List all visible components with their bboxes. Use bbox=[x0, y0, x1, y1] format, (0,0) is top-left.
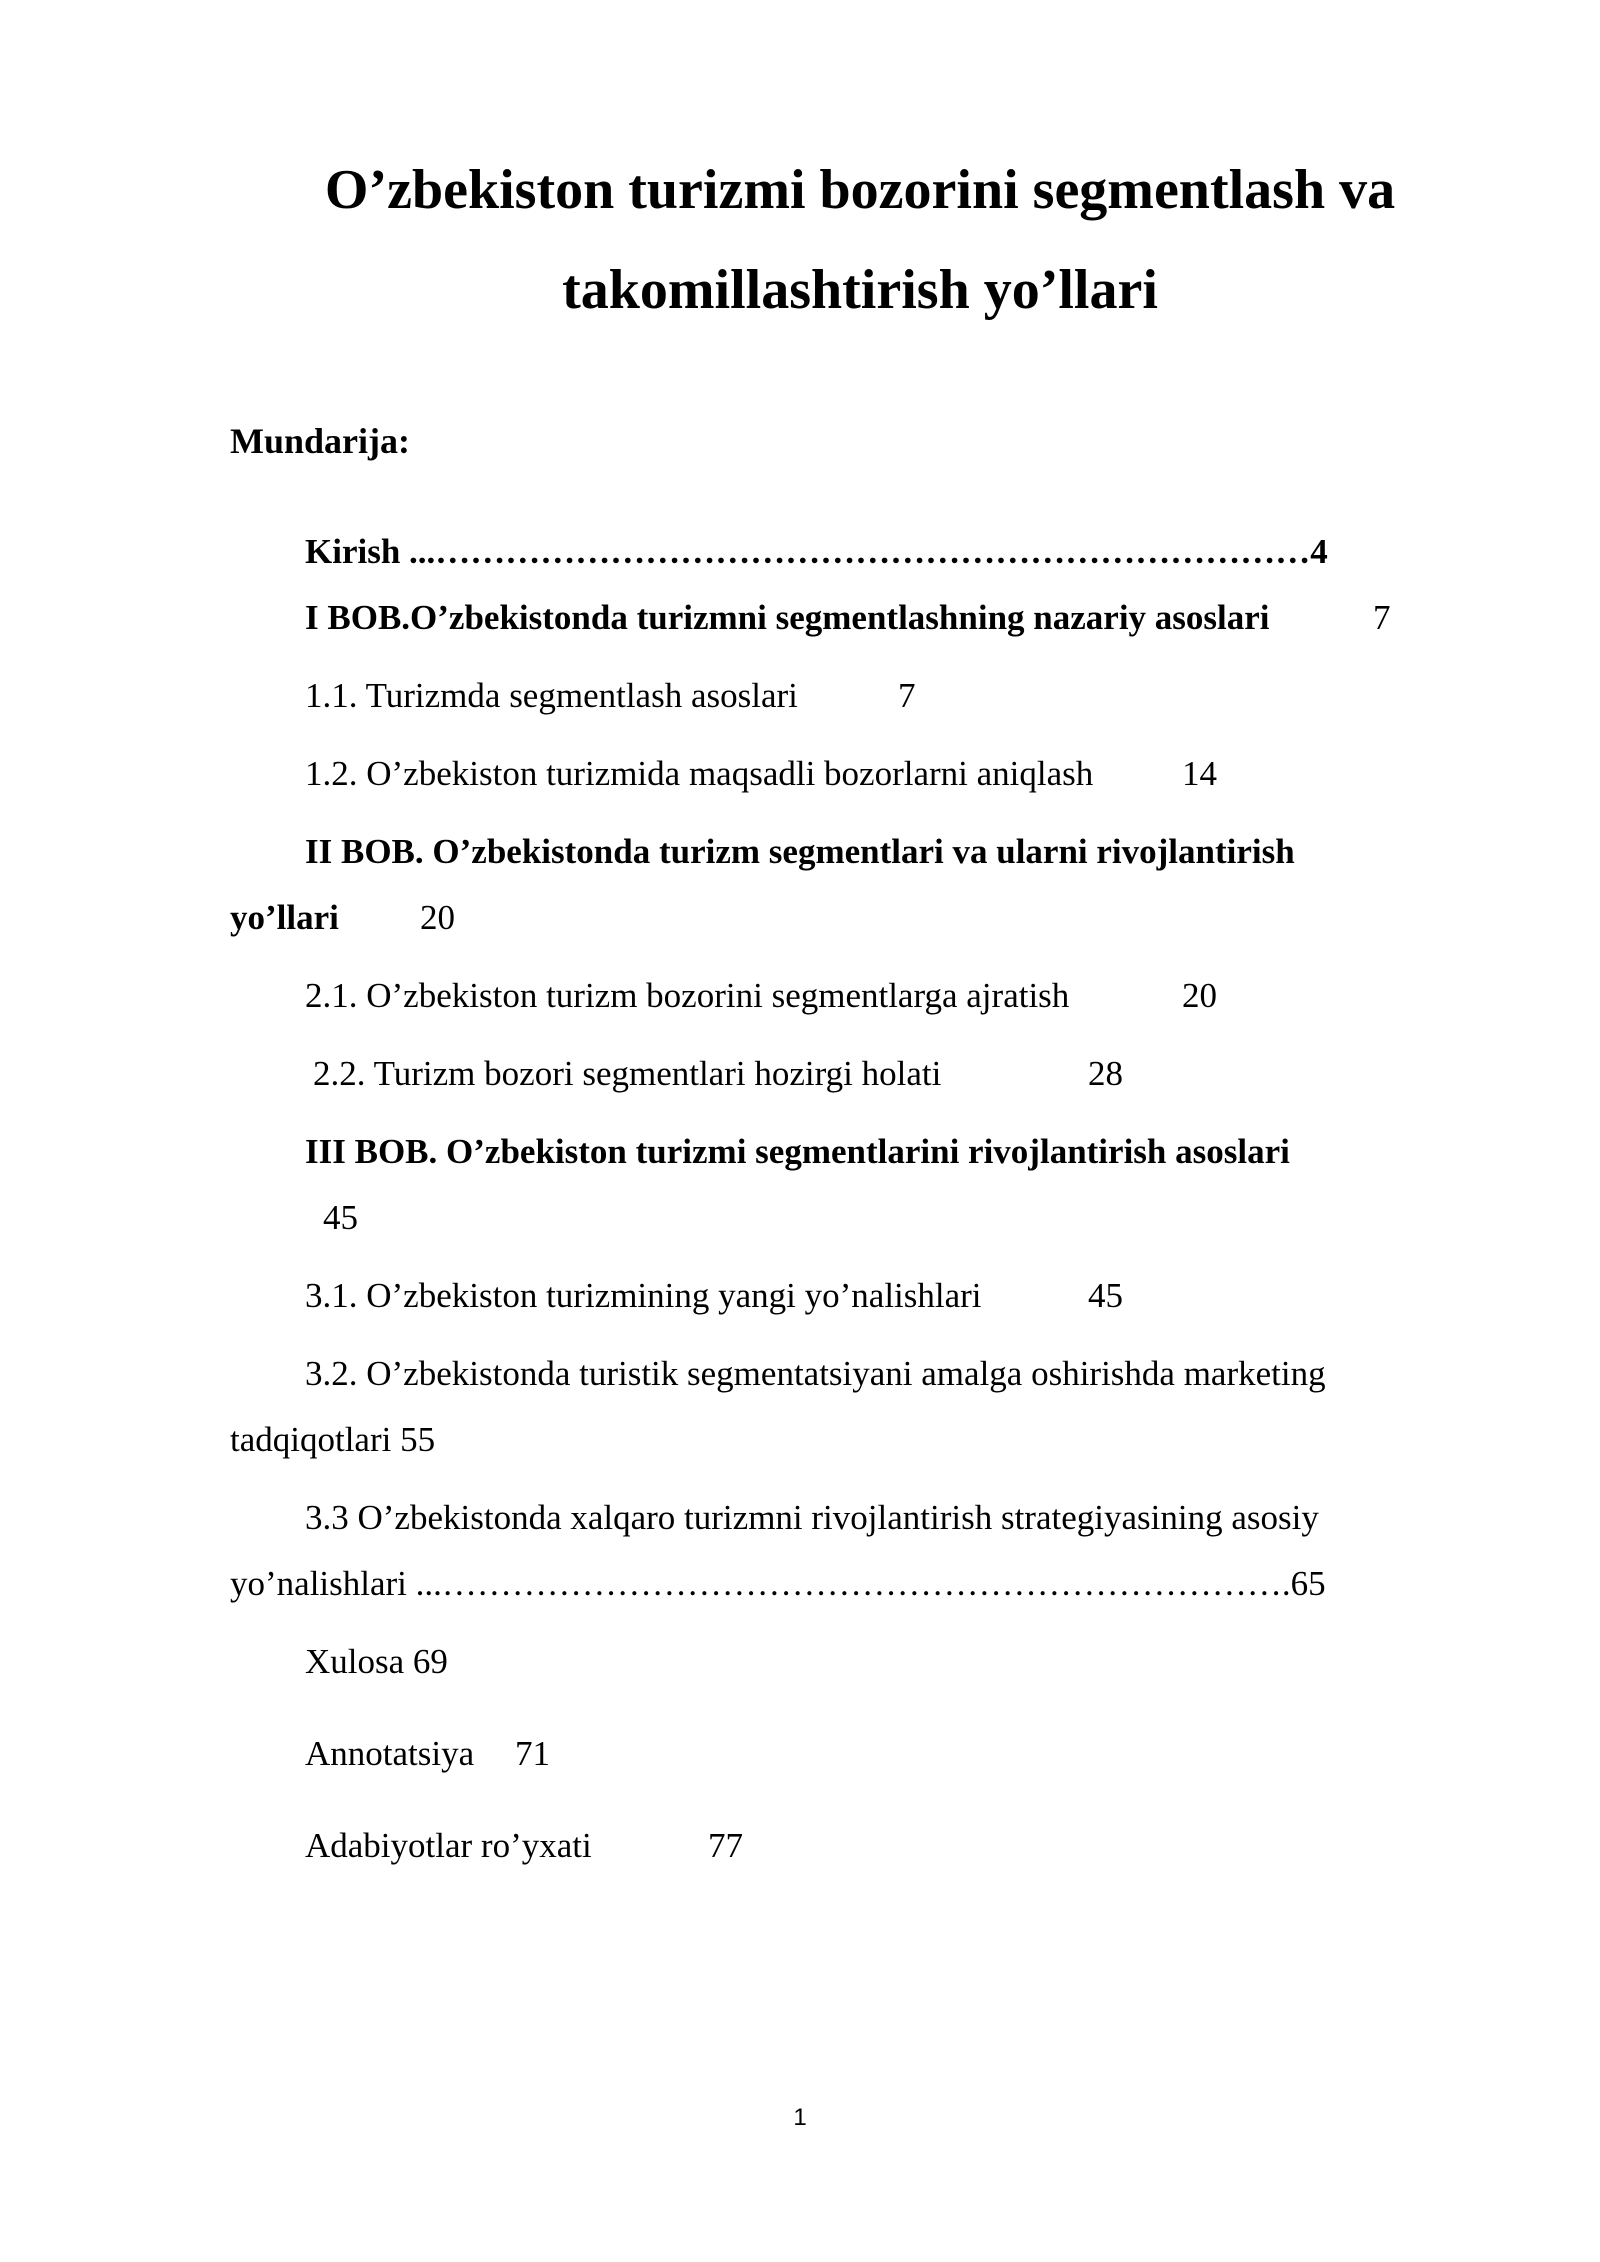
toc-entry-2-1: 2.1. O’zbekiston turizm bozorini segmentlarga ajratish bbox=[305, 976, 1070, 1015]
toc-entry-1-1: 1.1. Turizmda segmentlash asoslari bbox=[305, 676, 798, 715]
page-number: 1 bbox=[793, 2104, 807, 2131]
document-title-line-1: O’zbekiston turizmi bozorini segmentlash va bbox=[324, 159, 1396, 221]
toc-page-bob1: 7 bbox=[1373, 598, 1391, 637]
toc-entry-annotatsiya: Annotatsiya bbox=[305, 1734, 475, 1773]
toc-entry-3-3-line-1: 3.3 O’zbekistonda xalqaro turizmni rivojlantirish strategiyasining asosiy bbox=[305, 1498, 1319, 1537]
toc-page-1-1: 7 bbox=[898, 676, 916, 715]
toc-page-2-2: 28 bbox=[1088, 1054, 1123, 1093]
toc-entry-bob2-line-1: II BOB. O’zbekistonda turizm segmentlari va ularni rivojlantirish bbox=[305, 832, 1295, 871]
toc-page-2-1: 20 bbox=[1182, 976, 1217, 1015]
toc-page-1-2: 14 bbox=[1182, 754, 1217, 793]
toc-page-adabiyotlar: 77 bbox=[708, 1826, 743, 1865]
toc-entry-3-1: 3.1. O’zbekiston turizmining yangi yo’nalishlari bbox=[305, 1276, 982, 1315]
toc-page-bob3: 45 bbox=[323, 1198, 358, 1237]
toc-page-annotatsiya: 71 bbox=[515, 1734, 550, 1773]
toc-entry-bob3: III BOB. O’zbekiston turizmi segmentlarini rivojlantirish asoslari bbox=[305, 1132, 1290, 1171]
toc-entry-kirish: Kirish ...…………………………………………………………………4 bbox=[305, 532, 1328, 571]
document-title-line-2: takomillashtirish yo’llari bbox=[562, 259, 1158, 321]
toc-entry-adabiyotlar: Adabiyotlar ro’yxati bbox=[305, 1826, 592, 1865]
toc-heading: Mundarija: bbox=[230, 421, 410, 461]
toc-entry-1-2: 1.2. O’zbekiston turizmida maqsadli bozorlarni aniqlash bbox=[305, 754, 1094, 793]
toc-entry-bob2-line-2: yo’llari bbox=[230, 898, 339, 937]
toc-entry-3-2-line-2: tadqiqotlari 55 bbox=[230, 1420, 436, 1459]
toc-entry-bob1: I BOB.O’zbekistonda turizmni segmentlashning nazariy asoslari bbox=[305, 598, 1270, 637]
toc-page-3-1: 45 bbox=[1088, 1276, 1123, 1315]
toc-entry-2-2: 2.2. Turizm bozori segmentlari hozirgi holati bbox=[313, 1054, 942, 1093]
toc-page-bob2: 20 bbox=[420, 898, 455, 937]
toc-entry-3-2-line-1: 3.2. O’zbekistonda turistik segmentatsiyani amalga oshirishda marketing bbox=[305, 1354, 1326, 1393]
toc-entry-3-3-line-2: yo’nalishlari ...……………………………………………………………….65 bbox=[230, 1564, 1326, 1603]
toc-entry-xulosa: Xulosa 69 bbox=[305, 1642, 448, 1681]
